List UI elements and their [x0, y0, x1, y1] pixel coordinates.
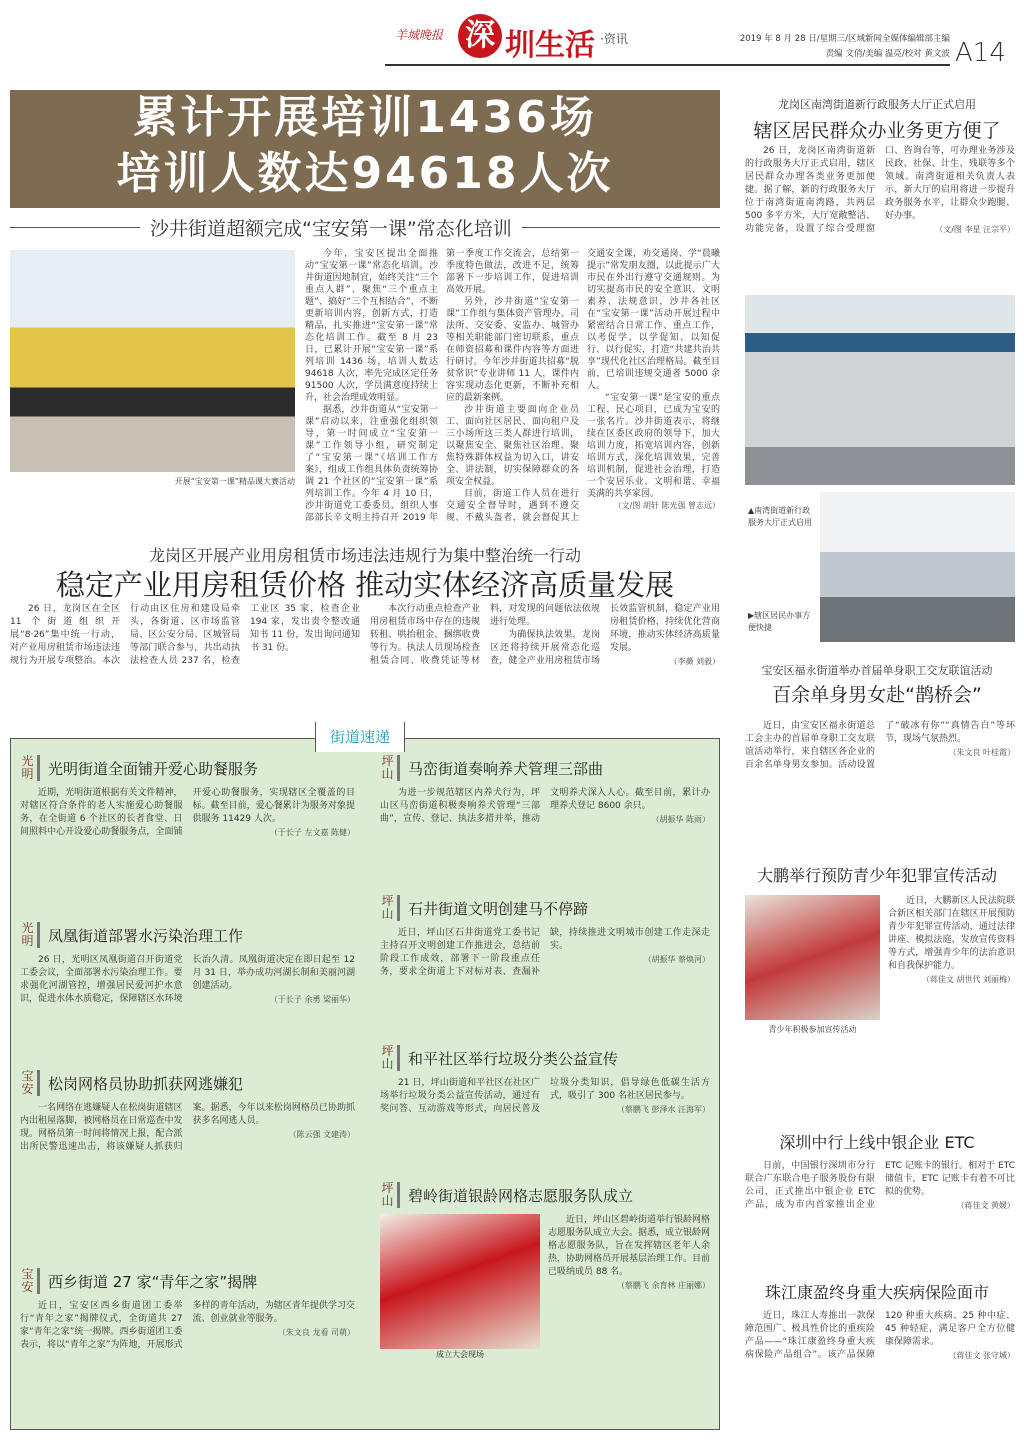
brief-body [548, 1214, 710, 1292]
brief-title: 石井街道文明创建马不停蹄 [408, 899, 589, 918]
brief-photo [380, 1214, 540, 1349]
right-a1-photo-2 [820, 492, 1015, 642]
district-tag: 坪山 [380, 1182, 400, 1208]
street-brief [20, 922, 355, 1067]
brief-heading [380, 1182, 710, 1208]
lead-title-2: 培训人数达94618人次 [116, 148, 614, 199]
brief-body [20, 1102, 355, 1154]
section-logo-text: 圳生活 [505, 28, 595, 63]
right-a4-title: 深圳中行上线中银企业 ETC [779, 1133, 975, 1152]
right-a2-kicker: 宝安区福永街道举办首届单身职工交友联谊活动 [761, 664, 993, 677]
byline: （蒋佳文 胡世代 刘丽梅） [921, 975, 1015, 984]
paragraph: “宝安第一课”是宝安的重点工程、民心项目，已成为宝安的一张名片。沙井街道表示，将继续在区委区政府的领导下，加大培训力度，拓宽培训内容，创新培训方式，深化培训效果，完善培训机制，促进社会治理，打造一个安居乐业、文明和谐、幸福美满的共享家园。 [587, 393, 720, 499]
paragraph: 近日，珠江人寿推出一款保障范围广、极具性价比的重疾险产品——“珠江康盈终身重大疾病保险产品组合”。该产品保障 120 种重大疾病、25 种中症、45 种轻症，满足客户全方位健康保障需求。 [745, 1311, 1015, 1360]
brief-heading [20, 1268, 355, 1294]
right-a5-title: 珠江康盈终身重大疾病保险面市 [764, 1283, 989, 1302]
paragraph: 近日，坪山区碧岭街道举行银龄网格志愿服务队成立大会。据悉，成立银龄网格志愿服务队，旨在发挥辖区老年人余热，协助网格员开展基层治理工作。目前已吸纳成员 88 名。 [548, 1215, 710, 1277]
section-sub: ·资讯 [600, 32, 628, 46]
paragraph: 今年，宝安区提出全面推动“宝安第一课”常态化培训，沙井街道因地制宜，始终关注“三个重点人群”、聚焦“三个重点主题”、搞好“三个互相结合”，不断更新培训内容，创新方式，打造精品，扎实推进“宝安第一课”常态化培训工作。截至 8 月 23 日，已累计开展“宝安第一课”系列培训 1436 场，培训人数达 94618 人次，率先完成区定任务 91500 人次，学员满意度持续上升，社会治理成效明显。 [305, 249, 438, 403]
byline: （蔡鹏飞 彭泽水 汪海军） [616, 1105, 710, 1114]
paragraph: 据悉，沙井街道从“宝安第一课”启动以来，注重强化组织领导，第一时间成立“宝安第一课”工作领导小组，研究制定了“宝安第一课”《培训工作方案》，组成工作组具体负责统筹协调 21 个社区的“宝安第一课”系列培训工作。今年 4 月 10 日，沙井街道党工委委员、组织人事部部长辛文明主持召开 2019 年第一季度工作交流会，总结第一季度特色做法，改进不足，统筹部署下一步培训工作，促进培训高效开展。 [305, 249, 579, 523]
byline: （陈云强 文建涛） [288, 1130, 355, 1139]
brief-photo-caption: 成立大会现场 [436, 1350, 484, 1359]
byline: （于长子 左文嘉 陈健） [269, 828, 355, 837]
byline: （李薇 刘毅） [669, 657, 720, 666]
right-a2-title: 百余单身男女赴“鹊桥会” [772, 684, 982, 706]
brief-heading [20, 755, 355, 781]
right-a1-photo-1 [745, 295, 1015, 485]
paragraph: 为进一步规范辖区内养犬行为，坪山区马峦街道积极奏响养犬管理“三部曲”，宣传、登记、执法多措并举，推动文明养犬深入人心。截至目前，累计办理养犬登记 8600 余只。 [380, 788, 710, 824]
byline: （于长子 余勇 梁丽华） [269, 995, 355, 1004]
page-number: A14 [955, 38, 1006, 68]
lead-body [305, 248, 720, 540]
paragraph: 26 日，光明区凤凰街道召开街道党工委会议，全面部署水污染治理工作。要求强化河湖管控，增强居民爱河护水意识，促进水体水质稳定，保障辖区水环境长治久清。凤凰街道决定在即日起至 12 月 31 日，举办成功河湖长制和美丽河湖创建活动。 [20, 955, 355, 1004]
paragraph: 近日，大鹏新区人民法院联合新区相关部门在辖区开展预防青少年犯罪宣传活动，通过法律讲座、模拟法庭、发放宣传资料等方式，增强青少年的法治意识和自我保护能力。 [888, 896, 1015, 971]
right-a2-body [745, 720, 1015, 845]
divider [522, 227, 720, 228]
byline: （朱文良 叶桂霞） [948, 748, 1015, 757]
rent-body [10, 603, 720, 715]
paragraph: 沙井街道主要面向企业员工、面向社区居民、面向租户及三小场所这三类人群进行培训，以聚焦安全、聚焦社区治理、聚焦特殊群体权益为切入口，讲安全、讲法制，切实保障群众的各项安全权益。 [446, 405, 579, 487]
paragraph: 26 日，龙岗区在全区 11 个街道组织开展“8·26”集中统一行动，对产业用房租赁市场违法违规行为开展专项整治。本次行动由区住房和建设局牵头，各街道、区市场监管局、区公安分局、区城管局等部门联合参与，共出动执法检查人员 237 名，检查工业区 35 家，检查企业 194 家，发出责令整改通知书 11 份，发出询问通知书 31 份。 [10, 604, 360, 666]
subtitle-text: 沙井街道超额完成“宝安第一课”常态化培训 [150, 217, 512, 240]
district-tag: 坪山 [380, 755, 400, 781]
right-a1-kicker: 龙岗区南湾街道新行政服务大厅正式启用 [778, 98, 976, 111]
paragraph: 近日，由宝安区福永街道总工会主办的首届单身职工交友联谊活动举行，来自辖区各企业的百余名单身男女参加。活动设置了“破冰有你”“真情告白”等环节，现场气氛热烈。 [745, 721, 1015, 770]
paragraph: 近期，光明街道根据有关文件精神，对辖区符合条件的老人实施爱心助餐服务，在全街道 6 个社区的长者食堂、日间照料中心开设爱心助餐服务点，全面铺开爱心助餐服务，实现辖区全覆盖的目标。截至目前，爱心餐累计为服务对象提供服务 11429 人次。 [20, 788, 355, 837]
paragraph: 本次行动重点检查产业用房租赁市场中存在的违规转租、哄抬租金、捆绑收费等行为。执法人员现场检查租赁合同、收费凭证等材料，对发现的问题依法依规进行处理。 [370, 604, 600, 666]
byline: （文/图 胡轩 陈光强 曾志远） [613, 501, 720, 510]
district-tag: 光明 [20, 922, 40, 948]
lead-photo [10, 250, 295, 472]
street-brief [380, 1045, 710, 1175]
masthead [0, 0, 1024, 70]
brief-body [380, 787, 710, 826]
paragraph: 近日，坪山区石井街道党工委书记主持召开文明创建工作推进会，总结前阶段工作成效，部署下一阶段重点任务，要求全街道上下对标对表、查漏补缺，持续推进文明城市创建工作走深走实。 [380, 928, 710, 977]
byline: （朱文良 龙看 司萌） [277, 1328, 355, 1337]
masthead-rule [385, 64, 950, 66]
paragraph: 为确保执法效果，龙岗区还将持续开展常态化巡查，健全产业用房租赁市场长效监管机制，稳定产业用房租赁价格，持续优化营商环境，推动实体经济高质量发展。 [490, 604, 720, 666]
brief-title: 和平社区举行垃圾分类公益宣传 [408, 1049, 619, 1068]
brief-heading [380, 755, 710, 781]
streets-tab: 街道速递 [315, 722, 405, 752]
paragraph: 日前，中国银行深圳市分行联合广东联合电子服务股份有限公司，正式推出中银企业 ETC 产品，成为市内首家推出企业 ETC 记账卡的银行。相对于 ETC 储值卡，ETC 记账卡有着不可比拟的优势。 [745, 1161, 1015, 1210]
lead-photo-caption: 开展“宝安第一课”精品课大赛活动 [174, 477, 295, 486]
brief-heading [380, 1045, 710, 1071]
brief-body [380, 927, 710, 979]
brief-title: 凤凰街道部署水污染治理工作 [48, 926, 244, 945]
district-tag: 宝安 [20, 1070, 40, 1096]
brief-heading [20, 922, 355, 948]
brief-body [20, 1300, 355, 1352]
street-brief [380, 1182, 710, 1422]
street-brief [380, 895, 710, 1040]
paragraph: 另外，沙井街道“宝安第一课”工作组与集体资产管理办、司法所、交安委、安监办、城管办等相关职能部门密切联系，重点在师资招募和课件内容等方面进行研讨。今年沙井街道共招募“脱贫常识”专业讲师 11 人，课件内容实现动态化更新，不断补充相应的最新案例。 [446, 297, 579, 403]
street-brief [20, 755, 355, 915]
brief-body [20, 787, 355, 839]
paragraph: 近日，宝安区西乡街道团工委举行“青年之家”揭牌仪式，全街道共 27 家“青年之家”统一揭牌。西乡街道团工委表示，将以“青年之家”为阵地，开展形式多样的青年活动，为辖区青年提供学习交流、创业就业等服务。 [20, 1301, 355, 1350]
paragraph: 26 日，龙岗区南湾街道新的行政服务大厅正式启用，辖区居民群众办理各类业务更加便捷。据了解，新的行政服务大厅位于南湾街道南湾路，共两层 500 多平方米，大厅宽敞整洁、功能完备，设置了综合受理窗口、咨询台等，可办理业务涉及民政、社保、计生、残联等多个领域。南湾街道相关负责人表示，新大厅的启用将进一步提升政务服务水平，让群众少跑腿、好办事。 [745, 146, 1015, 234]
divider [10, 227, 140, 228]
brief-title: 松岗网格员协助抓获网逃嫌犯 [48, 1074, 244, 1093]
brief-body [20, 954, 355, 1006]
right-a3-title: 大鹏举行预防青少年犯罪宣传活动 [756, 866, 997, 885]
rent-title: 稳定产业用房租赁价格 推动实体经济高质量发展 [55, 568, 675, 602]
paper-logo: 羊城晚报 [395, 28, 444, 42]
lead-title-1: 累计开展培训1436场 [133, 92, 597, 143]
brief-title: 光明街道全面铺开爱心助餐服务 [48, 759, 259, 778]
lead-banner [10, 90, 720, 208]
paragraph: 一名网络在逃嫌疑人在松岗街道辖区内出租屋落脚，被网格员在日常巡查中发现。网格员第一时间将情况上报，配合派出所民警迅速出击，将该嫌疑人抓获归案。据悉，今年以来松岗网格员已协助抓获多名网逃人员。 [20, 1103, 355, 1152]
right-a1-caption-1: ▲南湾街道新行政服务大厅正式启用 [748, 506, 812, 527]
brief-title: 碧岭街道银龄网格志愿服务队成立 [408, 1186, 634, 1205]
right-a5-body [745, 1310, 1015, 1430]
brief-heading [380, 895, 710, 921]
paragraph: 目前，街道工作人员在进行交通安全督导时，遇到不遵交规、不戴头盔者，就会督促其上交通安全课，劝交通岗、学“晨曦提示”常发朋友圈，以此提示广大市民在外出行遵守交通规则。为切实提高市民的安全意识、文明素养、法规意识，沙井各社区在“宝安第一课”活动开展过程中紧密结合日常工作、重点工作，以考促学、以学促知、以知促行、以行促实，打造“共建共治共享”现代化社区治理格局。截至目前，已培训违规交通者 5000 余人。 [446, 249, 720, 523]
right-a1-caption-2: ▶辖区居民办事方便快捷 [748, 611, 811, 632]
right-a1-body [745, 145, 1015, 290]
section-logo-badge: 深 [458, 14, 502, 58]
byline: （蒋佳文 黄媛） [956, 1201, 1015, 1210]
byline: （文/图 李星 汪宗平） [935, 225, 1015, 234]
district-tag: 坪山 [380, 895, 400, 921]
right-a1-title: 辖区居民群众办业务更方便了 [753, 120, 1001, 142]
byline: （胡振华 陈雨） [651, 815, 710, 824]
street-brief [20, 1268, 355, 1428]
right-a3-caption: 青少年积极参加宣传活动 [768, 1025, 857, 1034]
paragraph: 21 日，坪山街道和平社区在社区广场举行垃圾分类公益宣传活动，通过有奖问答、互动游戏等形式，向居民普及垃圾分类知识，倡导绿色低碳生活方式，吸引了 300 名社区居民参与。 [380, 1078, 710, 1114]
rent-kicker: 龙岗区开展产业用房租赁市场违法违规行为集中整治统一行动 [148, 546, 581, 565]
brief-heading [20, 1070, 355, 1096]
date-line: 2019 年 8 月 28 日/星期三/区域新闻全媒体编辑部主编 [739, 34, 950, 44]
street-brief [380, 755, 710, 890]
district-tag: 坪山 [380, 1045, 400, 1071]
brief-body [380, 1077, 710, 1116]
byline: （蔡鹏飞 余育林 庄丽娜） [616, 1281, 710, 1290]
lead-subtitle [10, 212, 720, 242]
brief-title: 西乡街道 27 家“青年之家”揭牌 [48, 1272, 258, 1291]
district-tag: 宝安 [20, 1268, 40, 1294]
byline: （蒋佳文 张守城） [948, 1351, 1015, 1360]
brief-title: 马峦街道奏响养犬管理三部曲 [408, 759, 604, 778]
editor-line: 责编 文俏/美编 温亮/校对 黄文波 [825, 49, 950, 59]
byline: （胡振华 蔡焕河） [643, 955, 710, 964]
right-a4-body [745, 1160, 1015, 1275]
right-a3-body [888, 895, 1015, 1125]
district-tag: 光明 [20, 755, 40, 781]
street-brief [20, 1070, 355, 1260]
right-a3-photo [745, 895, 880, 1020]
